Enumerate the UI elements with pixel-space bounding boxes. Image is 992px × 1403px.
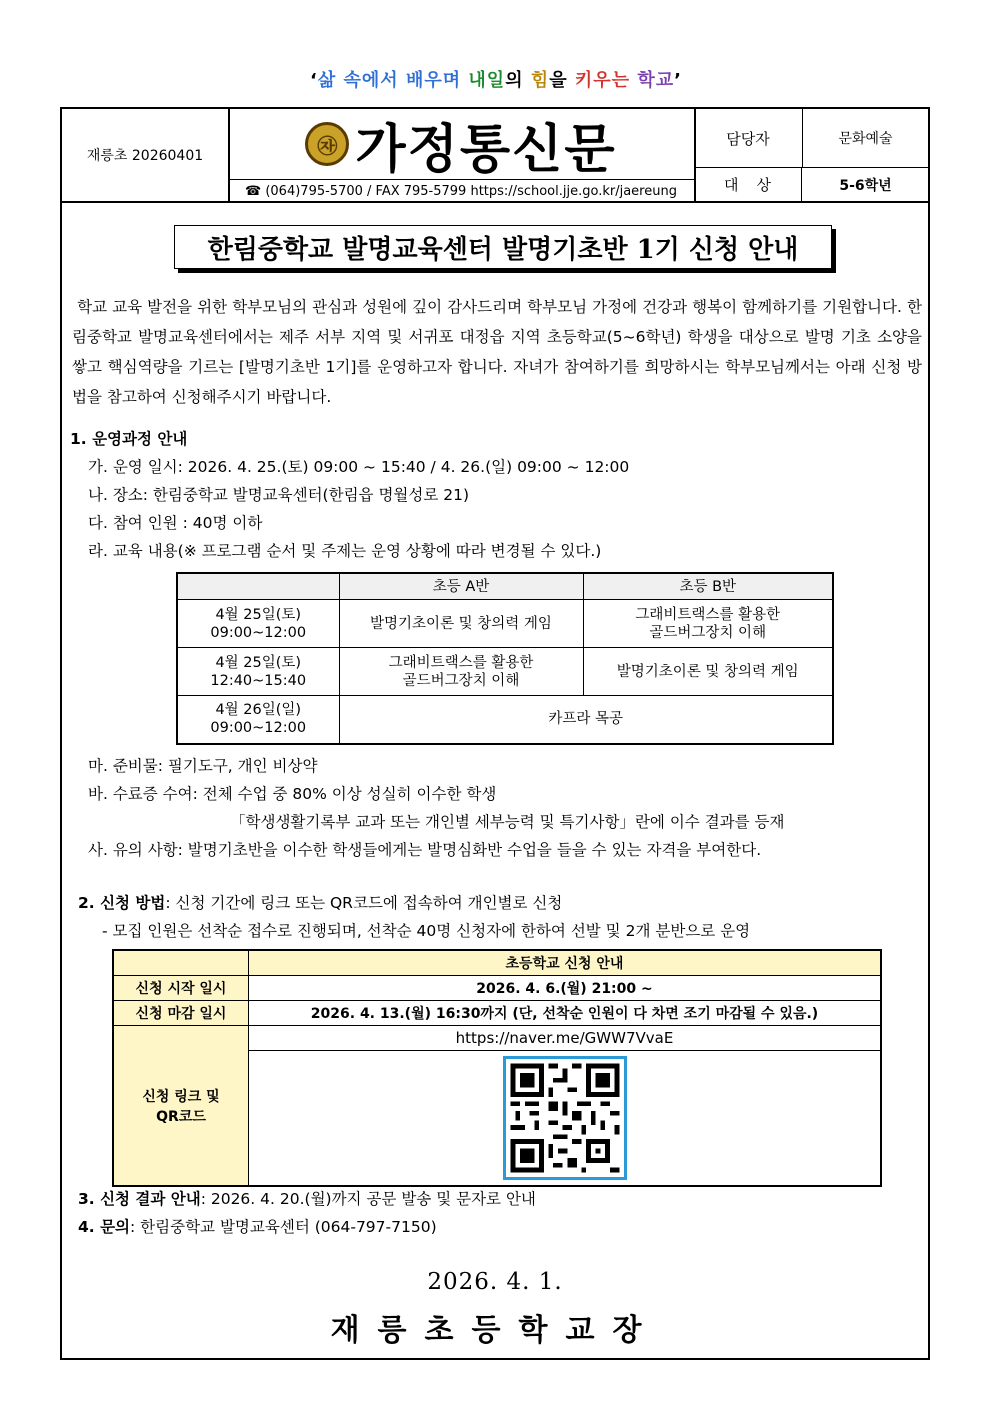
section1-item-ba: 바. 수료증 수여: 전체 수업 중 80% 이상 성실히 이수한 학생 — [88, 785, 497, 803]
schedule-header-a: 초등 A반 — [339, 573, 583, 600]
schedule-header-empty — [177, 573, 339, 600]
schedule-header-b: 초등 B반 — [583, 573, 833, 600]
section4-heading: 4. 문의 — [78, 1218, 131, 1236]
application-link[interactable]: https://naver.me/GWW7VvaE — [249, 1026, 882, 1051]
contact-info: ☎ (064)795-5700 / FAX 795-5799 https://school.jje.go.kr/jaereung — [228, 179, 694, 202]
cell-line: 그래비트랙스를 활용한 — [388, 654, 534, 671]
cell-line: 골드버그장치 이해 — [402, 672, 520, 689]
slogan-part: 키우는 — [574, 70, 638, 91]
cell-line: 골드버그장치 이해 — [649, 624, 767, 641]
table-row — [177, 696, 833, 744]
slogan — [0, 66, 992, 92]
application-table — [112, 949, 882, 1187]
section3 — [78, 1187, 536, 1209]
newsletter-title: 가정통신문 — [355, 118, 617, 180]
slogan-part: 을 — [549, 70, 575, 91]
section1-item-ba-detail: 「학생생활기록부 교과 또는 개인별 세부능력 및 특기사항」란에 이수 결과를 등재 — [230, 813, 785, 831]
section1-heading: 1. 운영과정 안내 — [70, 430, 188, 448]
section1-item-ma: 마. 준비물: 필기도구, 개인 비상약 — [88, 757, 318, 775]
manager-label: 담당자 — [694, 109, 803, 168]
schedule-slot — [177, 648, 339, 696]
section3-heading: 3. 신청 결과 안내 — [78, 1190, 201, 1208]
schedule-cell — [339, 648, 583, 696]
slot-time: 12:40~15:40 — [210, 672, 307, 689]
schedule-slot — [177, 696, 339, 744]
slogan-quote-open: ‘ — [310, 70, 318, 91]
section2-heading — [78, 891, 562, 913]
end-label: 신청 마감 일시 — [113, 1001, 249, 1026]
table-row — [113, 950, 881, 976]
slogan-quote-close: ’ — [674, 70, 682, 91]
application-header-empty — [113, 950, 249, 976]
school-emblem-icon: ㉶ — [305, 122, 349, 166]
letterhead — [62, 109, 928, 203]
document-code: 재릉초 20260401 — [62, 109, 230, 201]
section4 — [78, 1215, 437, 1237]
slot-day: 4월 25일(토) — [215, 654, 302, 671]
schedule-cell: 발명기초이론 및 창의력 게임 — [583, 648, 833, 696]
link-label-line: QR코드 — [156, 1108, 206, 1125]
cell-line: 그래비트랙스를 활용한 — [635, 606, 781, 623]
slogan-part: 의 — [505, 70, 531, 91]
qr-cell — [249, 1051, 882, 1187]
notice-title: 한림중학교 발명교육센터 발명기초반 1기 신청 안내 — [174, 225, 832, 269]
logo — [228, 109, 694, 179]
table-row — [113, 1026, 881, 1051]
slogan-part: 학교 — [637, 70, 675, 91]
letterhead-meta — [694, 109, 928, 201]
letterhead-title-block — [228, 109, 696, 201]
schedule-cell: 발명기초이론 및 창의력 게임 — [339, 600, 583, 648]
section1-item-na: 나. 장소: 한림중학교 발명교육센터(한림읍 명월성로 21) — [88, 486, 470, 504]
slogan-part: 힘 — [530, 70, 550, 91]
section1-item-ga: 가. 운영 일시: 2026. 4. 25.(토) 09:00 ~ 15:40 / 4. 26.(일) 09:00 ~ 12:00 — [88, 458, 630, 476]
slogan-part: 배우며 — [405, 70, 469, 91]
section1-item-sa: 사. 유의 사항: 발명기초반을 이수한 학생들에게는 발명심화반 수업을 들을 수 있는 자격을 부여한다. — [88, 841, 762, 859]
start-label: 신청 시작 일시 — [113, 976, 249, 1001]
schedule-cell — [583, 600, 833, 648]
slot-time: 09:00~12:00 — [210, 720, 307, 737]
end-value: 2026. 4. 13.(월) 16:30까지 (단, 선착순 인원이 다 차면 조기 마감될 수 있음.) — [249, 1001, 882, 1026]
link-label-line: 신청 링크 및 — [142, 1088, 220, 1105]
section3-text: : 2026. 4. 20.(월)까지 공문 발송 및 문자로 안내 — [200, 1190, 536, 1208]
table-row — [177, 600, 833, 648]
table-row — [113, 1001, 881, 1026]
document-frame — [60, 107, 930, 1360]
slot-day: 4월 26일(일) — [215, 702, 302, 719]
target-label: 대상 — [694, 168, 802, 201]
section2-heading-bold: 2. 신청 방법 — [78, 894, 166, 912]
schedule-table — [176, 572, 834, 745]
slogan-part: 삶 속에서 — [317, 70, 406, 91]
section2-heading-rest: : 신청 기간에 링크 또는 QR코드에 접속하여 개인별로 신청 — [165, 894, 563, 912]
slot-time: 09:00~12:00 — [210, 624, 307, 641]
target-value: 5-6학년 — [839, 177, 892, 194]
link-label — [113, 1026, 249, 1187]
manager-value: 문화예술 — [803, 109, 928, 168]
application-header: 초등학교 신청 안내 — [249, 950, 882, 976]
principal-signature: 재릉초등학교장 — [330, 1313, 660, 1348]
table-row — [113, 976, 881, 1001]
intro-paragraph — [72, 292, 922, 412]
schedule-header-row — [177, 573, 833, 600]
table-row — [177, 648, 833, 696]
intro-text: 학교 교육 발전을 위한 학부모님의 관심과 성원에 깊이 감사드리며 학부모님 가정에 건강과 행복이 함께하기를 기원합니다. 한림중학교 발명교육센터에서는 제주 서부 지역 및 서귀포 대정읍 지역 초등학교(5~6학년) 학생을 대상으로 발명 기초 소양을 쌓고 핵심역량을 기르는 [발명기초반 1기]를 운영하고자 합니다. 자녀가 참여하기를 희망하시는 학부모님께서는 아래 신청 방법을 참고하여 신청해주시기 바랍니다. — [72, 298, 922, 406]
section1-item-da: 다. 참여 인원 : 40명 이하 — [88, 514, 263, 532]
section4-text: : 한림중학교 발명교육센터 (064-797-7150) — [130, 1218, 437, 1236]
section1-item-ra: 라. 교육 내용(※ 프로그램 순서 및 주제는 운영 상황에 따라 변경될 수 있다.) — [88, 542, 602, 560]
start-value: 2026. 4. 6.(월) 21:00 ~ — [249, 976, 882, 1001]
schedule-cell-merged: 카프라 목공 — [339, 696, 833, 744]
slogan-part: 내일 — [468, 70, 506, 91]
slot-day: 4월 25일(토) — [215, 606, 302, 623]
schedule-slot — [177, 600, 339, 648]
issue-date: 2026. 4. 1. — [427, 1269, 563, 1295]
qr-code-icon[interactable] — [503, 1056, 627, 1180]
section2-note: - 모집 인원은 선착순 접수로 진행되며, 선착순 40명 신청자에 한하여 선발 및 2개 분반으로 운영 — [102, 922, 751, 940]
